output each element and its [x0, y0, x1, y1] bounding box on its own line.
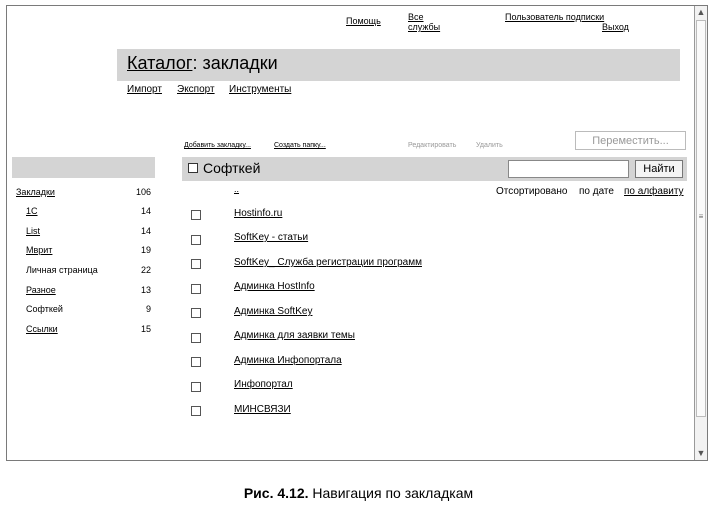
- page-title-bar: [117, 49, 680, 81]
- page-title: [127, 53, 278, 74]
- sidebar-item-list[interactable]: List: [26, 226, 41, 236]
- sort-label: Отсортировано: [496, 186, 568, 197]
- search-button[interactable]: Найти: [635, 160, 683, 178]
- folder-header-bar: [182, 157, 687, 181]
- scroll-down-arrow-icon[interactable]: ▼: [696, 448, 706, 458]
- search-input[interactable]: [508, 160, 629, 178]
- catalog-link[interactable]: Каталог: [127, 53, 193, 73]
- sidebar-count: 22: [140, 265, 151, 275]
- bookmark-link[interactable]: Админка HostInfo: [234, 281, 315, 292]
- all-services-link-line1[interactable]: Все: [408, 12, 424, 22]
- export-link[interactable]: Экспорт: [177, 84, 215, 95]
- bookmark-link[interactable]: Админка SoftKey: [234, 306, 313, 317]
- edit-action: Редактировать: [408, 142, 457, 149]
- vertical-scrollbar[interactable]: [694, 6, 707, 460]
- bookmark-link[interactable]: Админка Инфопортала: [234, 355, 342, 366]
- figure-caption: [0, 485, 717, 501]
- folder-title: Софткей: [203, 160, 261, 176]
- sidebar-count: 15: [140, 324, 151, 334]
- sidebar-header-bar: [12, 157, 155, 178]
- scroll-grip-icon: ≡: [698, 212, 704, 221]
- page-title-suffix: : закладки: [192, 53, 278, 73]
- sidebar-count: 9: [145, 304, 151, 314]
- logout-link[interactable]: Выход: [602, 22, 629, 32]
- bookmark-checkbox[interactable]: [191, 284, 201, 294]
- bookmark-checkbox[interactable]: [191, 357, 201, 367]
- sidebar-count: 13: [140, 285, 151, 295]
- bookmark-link[interactable]: Админка для заявки темы: [234, 330, 355, 341]
- sidebar-item-misc[interactable]: Разное: [26, 285, 56, 295]
- figure-caption-text: Навигация по закладкам: [308, 485, 474, 501]
- bookmark-link[interactable]: SoftKey_ Служба регистрации программ: [234, 257, 422, 268]
- sidebar-item-mvrit[interactable]: Мврит: [26, 245, 53, 255]
- sidebar-count: 106: [135, 187, 151, 197]
- bookmark-link[interactable]: Инфопортал: [234, 379, 293, 390]
- sidebar-item-personal-page[interactable]: Личная страница: [26, 265, 98, 275]
- scroll-up-arrow-icon[interactable]: ▲: [696, 7, 706, 17]
- select-all-checkbox[interactable]: [188, 163, 198, 173]
- sidebar-item-links[interactable]: Ссылки: [26, 324, 58, 334]
- bookmark-checkbox[interactable]: [191, 382, 201, 392]
- bookmark-checkbox[interactable]: [191, 406, 201, 416]
- bookmark-link[interactable]: МИНСВЯЗИ: [234, 404, 291, 415]
- bookmark-checkbox[interactable]: [191, 235, 201, 245]
- all-services-link-line2[interactable]: службы: [408, 22, 441, 32]
- sort-by-alpha-link[interactable]: по алфавиту: [624, 186, 684, 197]
- sidebar-count: 14: [140, 206, 151, 216]
- figure-number: Рис. 4.12.: [243, 485, 309, 501]
- parent-folder-link[interactable]: ..: [234, 184, 240, 194]
- tools-link[interactable]: Инструменты: [229, 84, 292, 95]
- bookmark-link[interactable]: SoftKey - статьи: [234, 232, 309, 243]
- bookmark-checkbox[interactable]: [191, 210, 201, 220]
- help-link[interactable]: Помощь: [346, 16, 381, 26]
- sidebar-count: 14: [140, 226, 151, 236]
- bookmark-checkbox[interactable]: [191, 259, 201, 269]
- sort-by-date-link[interactable]: по дате: [579, 186, 614, 197]
- move-button: Переместить...: [575, 131, 686, 150]
- user-subscription-link[interactable]: Пользователь подписки: [505, 12, 605, 22]
- sidebar-count: 19: [140, 245, 151, 255]
- sidebar-item-bookmarks[interactable]: Закладки: [16, 187, 55, 197]
- add-bookmark-link[interactable]: Добавить закладку...: [184, 142, 251, 149]
- bookmark-link[interactable]: Hostinfo.ru: [234, 208, 283, 219]
- bookmark-checkbox[interactable]: [191, 333, 201, 343]
- sidebar-item-softkey-current[interactable]: Софткей: [26, 304, 63, 314]
- sidebar-item-1c[interactable]: 1С: [26, 206, 38, 216]
- delete-action: Удалить: [476, 142, 503, 149]
- create-folder-link[interactable]: Создать папку...: [274, 142, 326, 149]
- import-link[interactable]: Импорт: [127, 84, 162, 95]
- browser-viewport: [6, 5, 708, 461]
- bookmark-checkbox[interactable]: [191, 308, 201, 318]
